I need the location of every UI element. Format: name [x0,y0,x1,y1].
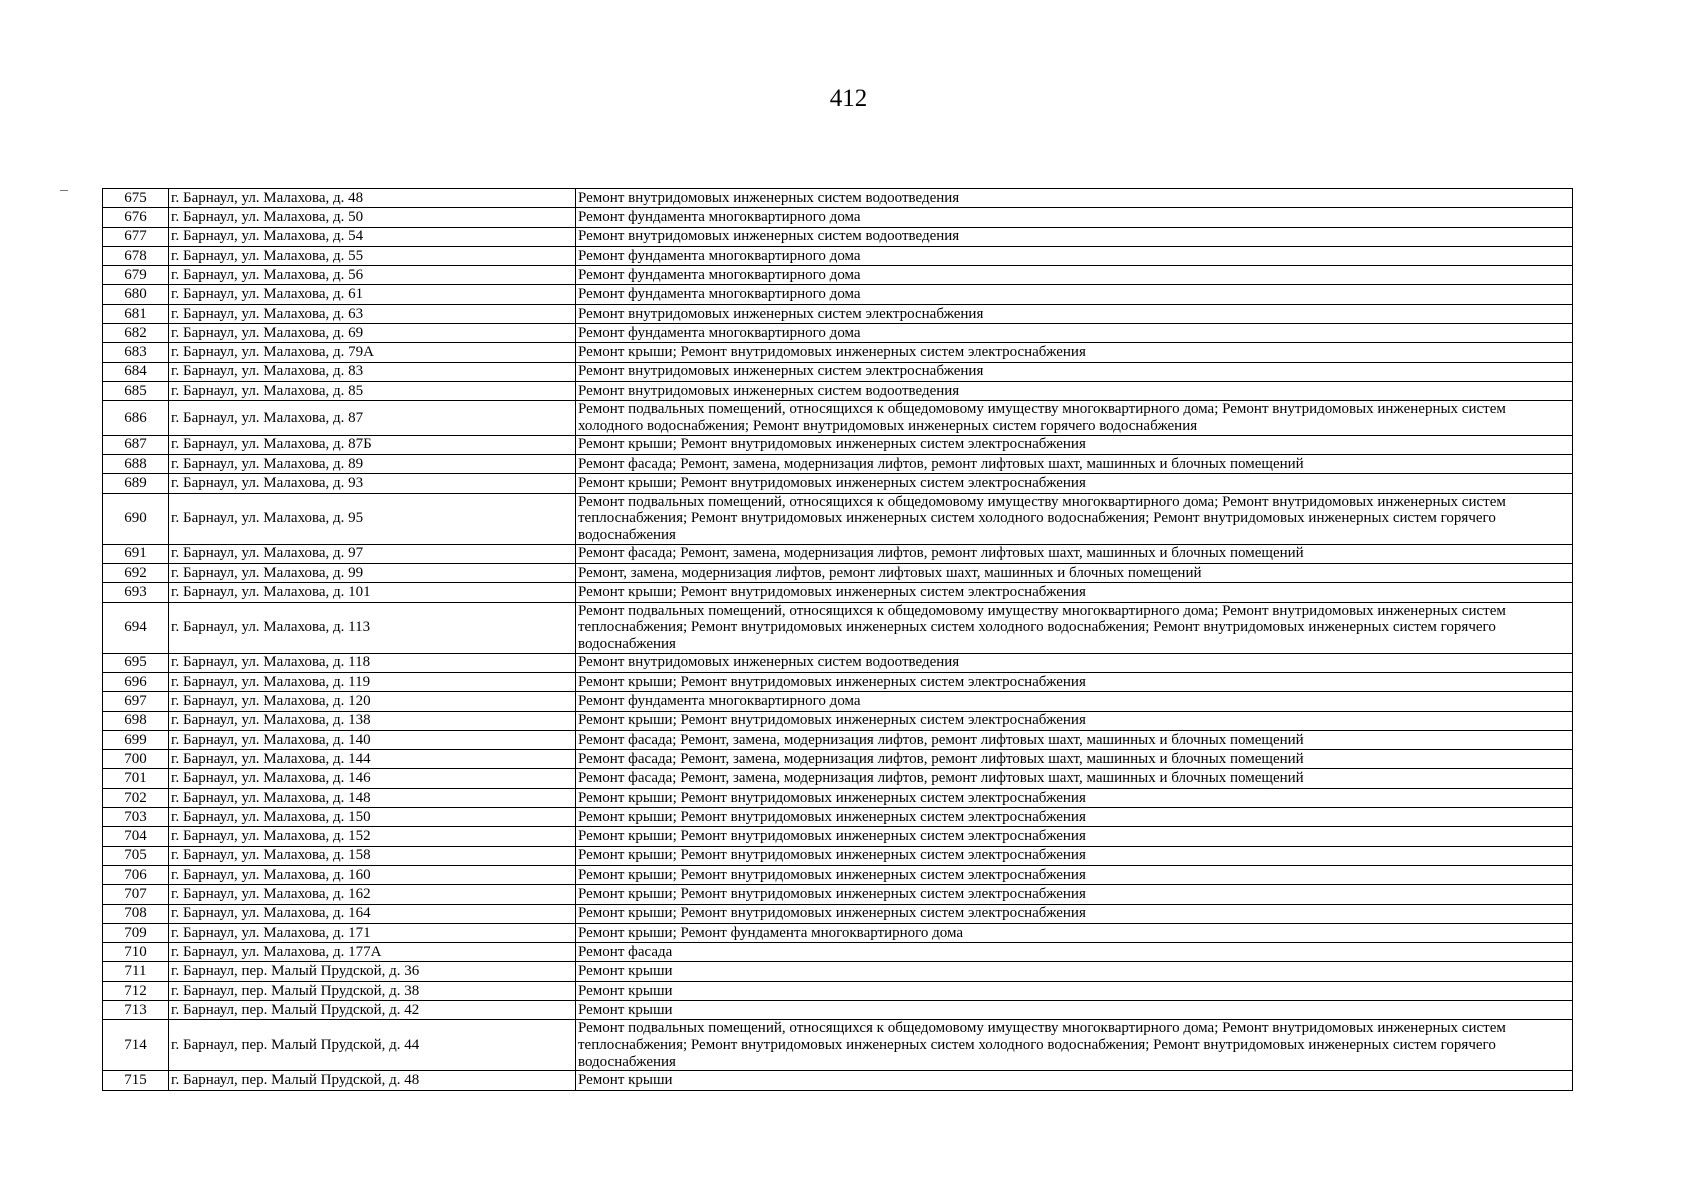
building-address: г. Барнаул, ул. Малахова, д. 120 [169,692,576,711]
repair-works: Ремонт фундамента многоквартирного дома [576,208,1573,227]
table-row [103,266,1573,285]
repair-works: Ремонт фасада; Ремонт, замена, модернизация лифтов, ремонт лифтовых шахт, машинных и блочных помещений [576,769,1573,788]
building-address: г. Барнаул, ул. Малахова, д. 97 [169,544,576,563]
repair-works: Ремонт фундамента многоквартирного дома [576,285,1573,304]
building-address: г. Барнаул, ул. Малахова, д. 83 [169,362,576,381]
building-address: г. Барнаул, ул. Малахова, д. 87 [169,401,576,435]
repair-works: Ремонт внутридомовых инженерных систем водоотведения [576,381,1573,400]
row-number: 679 [103,266,169,285]
building-address: г. Барнаул, ул. Малахова, д. 177А [169,943,576,962]
building-address: г. Барнаул, ул. Малахова, д. 56 [169,266,576,285]
building-address: г. Барнаул, ул. Малахова, д. 55 [169,246,576,265]
building-address: г. Барнаул, ул. Малахова, д. 171 [169,923,576,942]
row-number: 688 [103,454,169,473]
building-address: г. Барнаул, ул. Малахова, д. 118 [169,653,576,672]
repair-works: Ремонт внутридомовых инженерных систем водоотведения [576,227,1573,246]
row-number: 715 [103,1071,169,1090]
table-row [103,324,1573,343]
table-row [103,692,1573,711]
table-row [103,1020,1573,1071]
repair-works: Ремонт крыши; Ремонт фундамента многоквартирного дома [576,923,1573,942]
building-address: г. Барнаул, пер. Малый Прудской, д. 36 [169,962,576,981]
row-number: 704 [103,827,169,846]
row-number: 694 [103,602,169,653]
table-row [103,381,1573,400]
table-row [103,227,1573,246]
table-row [103,962,1573,981]
row-number: 677 [103,227,169,246]
building-address: г. Барнаул, ул. Малахова, д. 160 [169,865,576,884]
building-address: г. Барнаул, ул. Малахова, д. 140 [169,730,576,749]
repair-works: Ремонт внутридомовых инженерных систем электроснабжения [576,362,1573,381]
table-row [103,544,1573,563]
repair-works: Ремонт фундамента многоквартирного дома [576,692,1573,711]
repair-works: Ремонт фундамента многоквартирного дома [576,266,1573,285]
repair-works: Ремонт крыши; Ремонт внутридомовых инженерных систем электроснабжения [576,846,1573,865]
repair-works: Ремонт подвальных помещений, относящихся к общедомовому имуществу многоквартирного дома; Ремонт внутридомовых инженерных систем теплоснабжения; Ремонт внутридомовых инженерных систем холодного водоснабжения; Ремонт внутридомовых инженерных систем горячего водоснабжения [576,493,1573,544]
row-number: 709 [103,923,169,942]
repair-works: Ремонт внутридомовых инженерных систем водоотведения [576,189,1573,208]
building-address: г. Барнаул, ул. Малахова, д. 54 [169,227,576,246]
row-number: 678 [103,246,169,265]
table-row [103,730,1573,749]
table-row [103,885,1573,904]
building-address: г. Барнаул, ул. Малахова, д. 148 [169,788,576,807]
row-number: 684 [103,362,169,381]
table-row [103,808,1573,827]
repair-works: Ремонт подвальных помещений, относящихся к общедомовому имуществу многоквартирного дома; Ремонт внутридомовых инженерных систем теплоснабжения; Ремонт внутридомовых инженерных систем холодного водоснабжения; Ремонт внутридомовых инженерных систем горячего водоснабжения [576,1020,1573,1071]
row-number: 675 [103,189,169,208]
repair-works: Ремонт крыши [576,1071,1573,1090]
building-address: г. Барнаул, ул. Малахова, д. 113 [169,602,576,653]
table-row [103,563,1573,582]
table-row [103,474,1573,493]
row-number: 712 [103,981,169,1000]
row-number: 710 [103,943,169,962]
building-address: г. Барнаул, ул. Малахова, д. 48 [169,189,576,208]
building-address: г. Барнаул, пер. Малый Прудской, д. 38 [169,981,576,1000]
row-number: 685 [103,381,169,400]
repair-works: Ремонт крыши; Ремонт внутридомовых инженерных систем электроснабжения [576,808,1573,827]
row-number: 683 [103,343,169,362]
table-row [103,343,1573,362]
building-address: г. Барнаул, ул. Малахова, д. 144 [169,750,576,769]
repair-works: Ремонт фасада; Ремонт, замена, модернизация лифтов, ремонт лифтовых шахт, машинных и блочных помещений [576,730,1573,749]
table-row [103,788,1573,807]
repair-works: Ремонт, замена, модернизация лифтов, ремонт лифтовых шахт, машинных и блочных помещений [576,563,1573,582]
table-body [103,189,1573,1091]
repair-works: Ремонт крыши; Ремонт внутридомовых инженерных систем электроснабжения [576,711,1573,730]
table-row [103,865,1573,884]
table-row [103,304,1573,323]
repair-works: Ремонт фасада; Ремонт, замена, модернизация лифтов, ремонт лифтовых шахт, машинных и блочных помещений [576,544,1573,563]
building-address: г. Барнаул, ул. Малахова, д. 87Б [169,435,576,454]
repair-works: Ремонт фасада [576,943,1573,962]
building-address: г. Барнаул, ул. Малахова, д. 146 [169,769,576,788]
repair-works: Ремонт крыши; Ремонт внутридомовых инженерных систем электроснабжения [576,343,1573,362]
repair-works: Ремонт внутридомовых инженерных систем электроснабжения [576,304,1573,323]
row-number: 686 [103,401,169,435]
building-address: г. Барнаул, ул. Малахова, д. 95 [169,493,576,544]
table-row [103,189,1573,208]
repair-works: Ремонт фасада; Ремонт, замена, модернизация лифтов, ремонт лифтовых шахт, машинных и блочных помещений [576,454,1573,473]
row-number: 680 [103,285,169,304]
building-address: г. Барнаул, ул. Малахова, д. 85 [169,381,576,400]
building-address: г. Барнаул, ул. Малахова, д. 162 [169,885,576,904]
building-address: г. Барнаул, ул. Малахова, д. 89 [169,454,576,473]
building-address: г. Барнаул, пер. Малый Прудской, д. 48 [169,1071,576,1090]
building-address: г. Барнаул, пер. Малый Прудской, д. 44 [169,1020,576,1071]
table-row [103,1001,1573,1020]
row-number: 696 [103,672,169,691]
table-row [103,602,1573,653]
row-number: 697 [103,692,169,711]
table-row [103,672,1573,691]
repair-works: Ремонт внутридомовых инженерных систем водоотведения [576,653,1573,672]
table-row [103,923,1573,942]
row-number: 706 [103,865,169,884]
repair-works: Ремонт крыши; Ремонт внутридомовых инженерных систем электроснабжения [576,788,1573,807]
row-number: 713 [103,1001,169,1020]
row-number: 702 [103,788,169,807]
row-number: 692 [103,563,169,582]
row-number: 691 [103,544,169,563]
building-address: г. Барнаул, ул. Малахова, д. 119 [169,672,576,691]
building-address: г. Барнаул, ул. Малахова, д. 99 [169,563,576,582]
repair-works: Ремонт подвальных помещений, относящихся к общедомовому имуществу многоквартирного дома; Ремонт внутридомовых инженерных систем холодного водоснабжения; Ремонт внутридомовых инженерных систем горячего водоснабжения [576,401,1573,435]
building-address: г. Барнаул, ул. Малахова, д. 50 [169,208,576,227]
housing-repair-table [102,188,1573,1091]
building-address: г. Барнаул, ул. Малахова, д. 63 [169,304,576,323]
row-number: 708 [103,904,169,923]
repair-works: Ремонт фундамента многоквартирного дома [576,324,1573,343]
building-address: г. Барнаул, ул. Малахова, д. 79А [169,343,576,362]
row-number: 701 [103,769,169,788]
building-address: г. Барнаул, ул. Малахова, д. 61 [169,285,576,304]
building-address: г. Барнаул, ул. Малахова, д. 138 [169,711,576,730]
row-number: 687 [103,435,169,454]
repair-works: Ремонт крыши; Ремонт внутридомовых инженерных систем электроснабжения [576,827,1573,846]
building-address: г. Барнаул, ул. Малахова, д. 150 [169,808,576,827]
table-row [103,981,1573,1000]
row-number: 698 [103,711,169,730]
table-row [103,750,1573,769]
table-row [103,401,1573,435]
building-address: г. Барнаул, ул. Малахова, д. 69 [169,324,576,343]
building-address: г. Барнаул, ул. Малахова, д. 158 [169,846,576,865]
repair-works: Ремонт крыши; Ремонт внутридомовых инженерных систем электроснабжения [576,583,1573,602]
row-number: 689 [103,474,169,493]
row-number: 693 [103,583,169,602]
repair-works: Ремонт крыши [576,981,1573,1000]
row-number: 690 [103,493,169,544]
repair-works: Ремонт фасада; Ремонт, замена, модернизация лифтов, ремонт лифтовых шахт, машинных и блочных помещений [576,750,1573,769]
table-row [103,846,1573,865]
repair-works: Ремонт крыши; Ремонт внутридомовых инженерных систем электроснабжения [576,904,1573,923]
repair-works: Ремонт фундамента многоквартирного дома [576,246,1573,265]
table-row [103,1071,1573,1090]
row-number: 699 [103,730,169,749]
page-number: 412 [829,85,868,112]
table-row [103,711,1573,730]
table-row [103,285,1573,304]
row-number: 707 [103,885,169,904]
scan-mark [60,190,68,191]
repair-works: Ремонт крыши; Ремонт внутридомовых инженерных систем электроснабжения [576,865,1573,884]
building-address: г. Барнаул, пер. Малый Прудской, д. 42 [169,1001,576,1020]
row-number: 682 [103,324,169,343]
table-row [103,769,1573,788]
repair-works: Ремонт крыши; Ремонт внутридомовых инженерных систем электроснабжения [576,672,1573,691]
building-address: г. Барнаул, ул. Малахова, д. 93 [169,474,576,493]
table-row [103,435,1573,454]
table-row [103,454,1573,473]
table-row [103,493,1573,544]
table-row [103,827,1573,846]
row-number: 700 [103,750,169,769]
table-row [103,943,1573,962]
repair-works: Ремонт крыши; Ремонт внутридомовых инженерных систем электроснабжения [576,474,1573,493]
table-row [103,583,1573,602]
row-number: 711 [103,962,169,981]
repair-works: Ремонт крыши [576,1001,1573,1020]
row-number: 676 [103,208,169,227]
table-row [103,362,1573,381]
row-number: 705 [103,846,169,865]
row-number: 703 [103,808,169,827]
building-address: г. Барнаул, ул. Малахова, д. 101 [169,583,576,602]
table-row [103,246,1573,265]
row-number: 681 [103,304,169,323]
repair-works: Ремонт подвальных помещений, относящихся к общедомовому имуществу многоквартирного дома; Ремонт внутридомовых инженерных систем теплоснабжения; Ремонт внутридомовых инженерных систем холодного водоснабжения; Ремонт внутридомовых инженерных систем горячего водоснабжения [576,602,1573,653]
repair-works: Ремонт крыши; Ремонт внутридомовых инженерных систем электроснабжения [576,885,1573,904]
building-address: г. Барнаул, ул. Малахова, д. 152 [169,827,576,846]
table-row [103,904,1573,923]
repair-works: Ремонт крыши [576,962,1573,981]
row-number: 695 [103,653,169,672]
table-row [103,208,1573,227]
row-number: 714 [103,1020,169,1071]
repair-works: Ремонт крыши; Ремонт внутридомовых инженерных систем электроснабжения [576,435,1573,454]
table-row [103,653,1573,672]
building-address: г. Барнаул, ул. Малахова, д. 164 [169,904,576,923]
